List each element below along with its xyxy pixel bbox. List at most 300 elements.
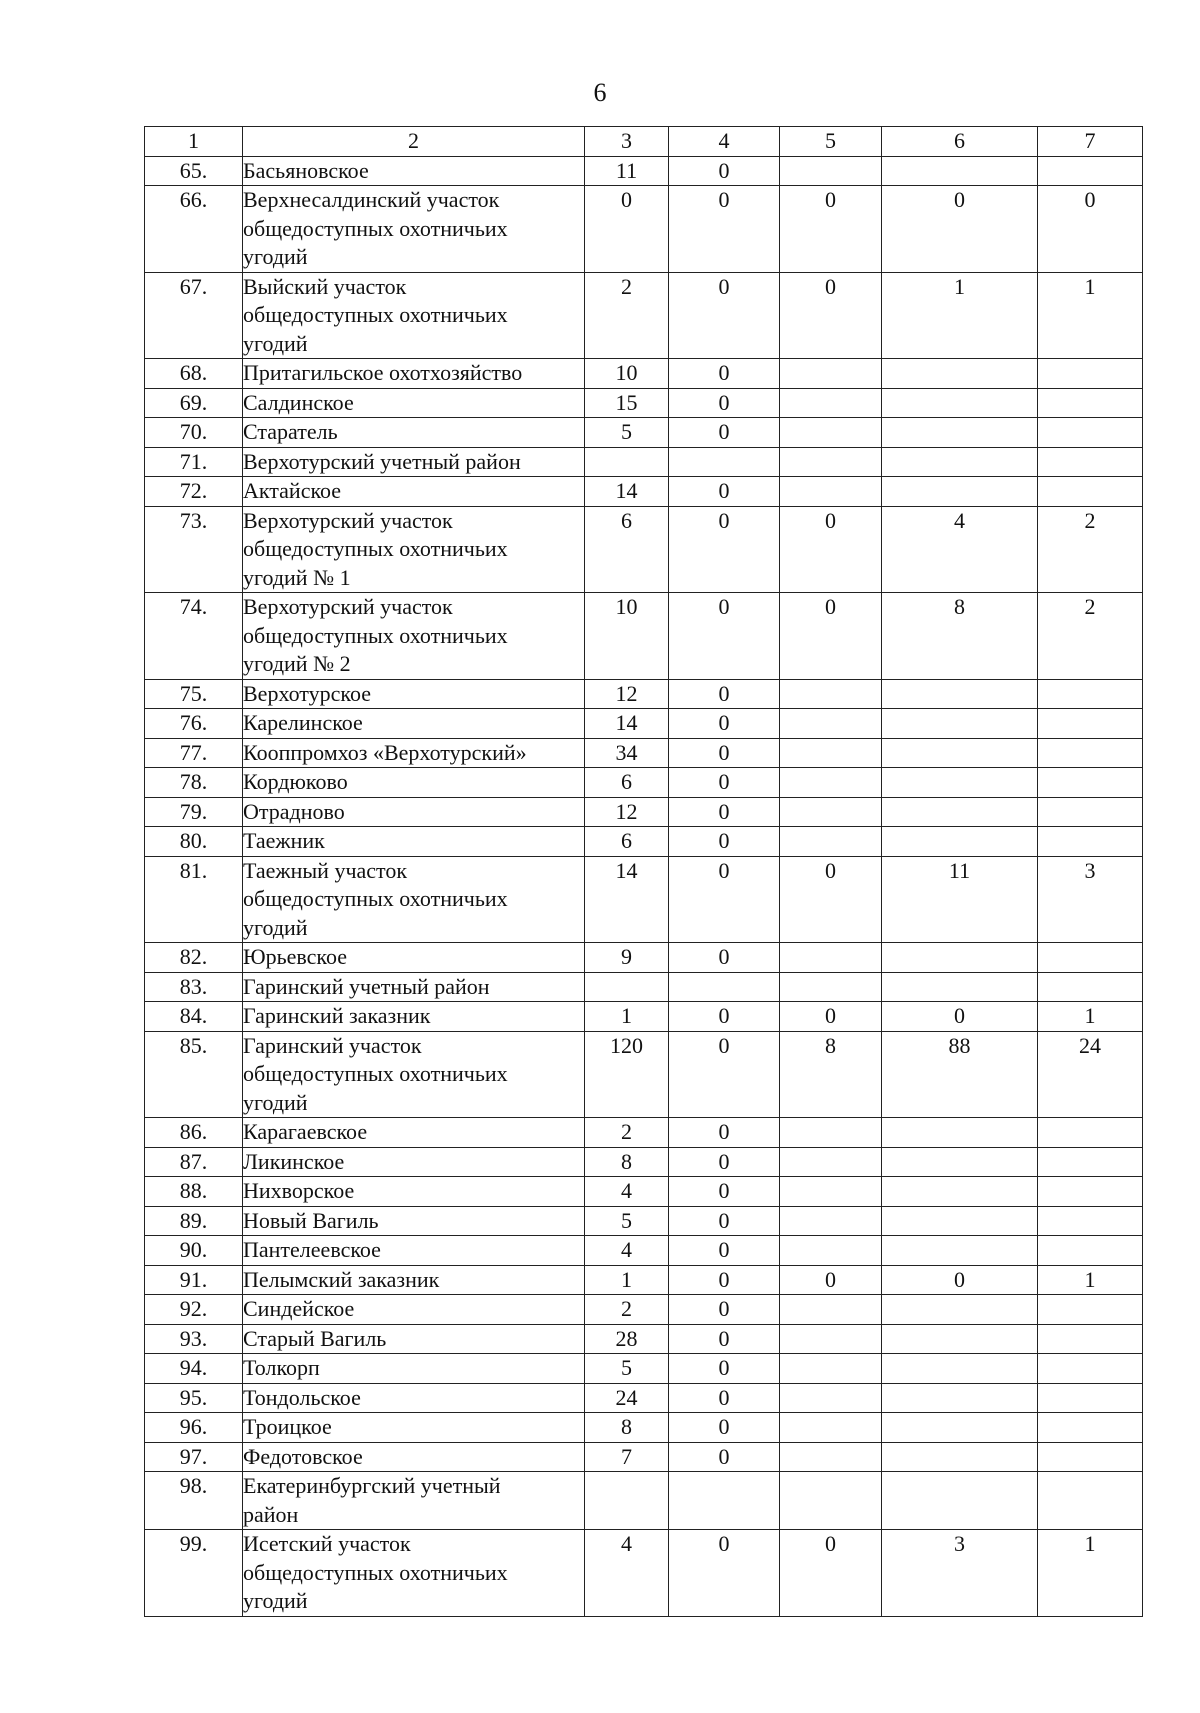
value-c6 [882,388,1038,418]
value-c3: 34 [585,738,669,768]
row-number: 97. [145,1442,243,1472]
value-c5 [780,797,882,827]
area-name-line: общедоступных охотничьих [243,536,508,561]
value-c4: 0 [669,1442,780,1472]
value-c5 [780,1206,882,1236]
area-name [243,856,585,943]
area-name-line: общедоступных охотничьих [243,886,508,911]
value-c5 [780,447,882,477]
table-row [145,447,1143,477]
row-number: 65. [145,156,243,186]
row-number: 82. [145,943,243,973]
value-c4: 0 [669,827,780,857]
value-c7 [1038,1118,1143,1148]
value-c4: 0 [669,388,780,418]
value-c4: 0 [669,1177,780,1207]
area-name-line: Толкорп [243,1355,320,1380]
area-name [243,359,585,389]
value-c7 [1038,797,1143,827]
row-number: 83. [145,972,243,1002]
value-c7 [1038,738,1143,768]
value-c4: 0 [669,593,780,680]
value-c6: 1 [882,272,1038,359]
area-name-line: Нихворское [243,1178,355,1203]
value-c7 [1038,477,1143,507]
value-c3: 28 [585,1324,669,1354]
area-name-line: Тондольское [243,1384,361,1410]
area-name [243,156,585,186]
value-c3: 5 [585,1206,669,1236]
value-c6 [882,1442,1038,1472]
row-number: 85. [145,1031,243,1118]
value-c7 [1038,1206,1143,1236]
area-name [243,186,585,273]
value-c6: 0 [882,1265,1038,1295]
value-c5 [780,1413,882,1443]
area-name [243,272,585,359]
area-name-line: угодий [243,914,308,940]
value-c5 [780,1472,882,1530]
area-name-line: угодий [243,330,308,356]
area-name [243,797,585,827]
area-name-line: район [243,1501,299,1527]
row-number: 89. [145,1206,243,1236]
value-c7: 1 [1038,1265,1143,1295]
table-row [145,418,1143,448]
value-c4: 0 [669,679,780,709]
area-name [243,943,585,973]
value-c7: 2 [1038,593,1143,680]
area-name [243,1031,585,1118]
value-c5: 0 [780,272,882,359]
value-c5 [780,1383,882,1413]
table-row [145,1265,1143,1295]
value-c7 [1038,418,1143,448]
value-c7 [1038,1383,1143,1413]
value-c4: 0 [669,477,780,507]
area-name-line: Новый Вагиль [243,1207,379,1233]
value-c4: 0 [669,1295,780,1325]
table-row [145,1442,1143,1472]
area-name-line: Старатель [243,419,338,444]
value-c7: 1 [1038,1002,1143,1032]
value-c4: 0 [669,709,780,739]
value-c4: 0 [669,1147,780,1177]
area-name-line: Выйский участок [243,273,407,299]
area-name-line: общедоступных охотничьих [243,1559,508,1585]
value-c4: 0 [669,738,780,768]
value-c4: 0 [669,1206,780,1236]
area-name-line: Синдейское [243,1296,355,1321]
area-name-line: Екатеринбургский учетный [243,1473,501,1498]
value-c5: 0 [780,593,882,680]
area-name-line: Карагаевское [243,1119,368,1144]
value-c6 [882,156,1038,186]
value-c4: 0 [669,1236,780,1266]
row-number: 80. [145,827,243,857]
value-c4: 0 [669,1413,780,1443]
value-c4: 0 [669,797,780,827]
value-c7 [1038,1236,1143,1266]
value-c7 [1038,1324,1143,1354]
table-row [145,738,1143,768]
value-c4: 0 [669,186,780,273]
area-name-line: Верхотурский участок [243,594,453,619]
table-row [145,1177,1143,1207]
value-c3: 4 [585,1236,669,1266]
row-number: 74. [145,593,243,680]
area-name-line: угодий № 2 [243,651,351,676]
area-name-line: Юрьевское [243,944,348,969]
value-c6 [882,738,1038,768]
value-c7: 2 [1038,506,1143,593]
area-name [243,1002,585,1032]
value-c3: 15 [585,388,669,418]
value-c6 [882,797,1038,827]
value-c7 [1038,156,1143,186]
value-c3: 8 [585,1413,669,1443]
area-name-line: Актайское [243,478,342,503]
value-c6 [882,1206,1038,1236]
value-c5: 0 [780,856,882,943]
value-c5 [780,1147,882,1177]
table-row [145,1206,1143,1236]
table-row [145,1118,1143,1148]
value-c6 [882,1118,1038,1148]
table-row [145,186,1143,273]
value-c5 [780,768,882,798]
value-c7 [1038,768,1143,798]
row-number: 78. [145,768,243,798]
area-name-line: общедоступных охотничьих [243,1061,508,1086]
value-c7: 1 [1038,272,1143,359]
value-c6 [882,1383,1038,1413]
row-number: 75. [145,679,243,709]
area-name-line: Таежный участок [243,857,408,883]
value-c3: 14 [585,477,669,507]
row-number: 95. [145,1383,243,1413]
value-c5 [780,1354,882,1384]
area-name [243,768,585,798]
value-c5: 0 [780,1265,882,1295]
value-c3: 0 [585,186,669,273]
value-c6 [882,827,1038,857]
row-number: 81. [145,856,243,943]
value-c3: 10 [585,593,669,680]
table-row [145,359,1143,389]
value-c3: 24 [585,1383,669,1413]
row-number: 87. [145,1147,243,1177]
value-c5: 8 [780,1031,882,1118]
value-c7 [1038,447,1143,477]
area-name-line: Гаринский участок [243,1032,422,1058]
value-c6: 8 [882,593,1038,680]
area-name-line: Кордюково [243,769,348,794]
value-c6 [882,679,1038,709]
area-name [243,1383,585,1413]
area-name-line: общедоступных охотничьих [243,622,508,648]
area-name-line: Верхотурский участок [243,507,453,533]
area-name-line: Федотовское [243,1443,363,1469]
area-name-line: общедоступных охотничьих [243,215,508,241]
value-c3: 4 [585,1530,669,1617]
value-c6 [882,1236,1038,1266]
value-c5 [780,827,882,857]
table-row [145,709,1143,739]
row-number: 68. [145,359,243,389]
value-c5 [780,1118,882,1148]
value-c7 [1038,1413,1143,1443]
value-c3: 4 [585,1177,669,1207]
table-row [145,1324,1143,1354]
area-name [243,388,585,418]
area-name-line: Салдинское [243,389,354,415]
value-c5: 0 [780,186,882,273]
table-row [145,827,1143,857]
row-number: 71. [145,447,243,477]
table-row [145,1530,1143,1617]
value-c6 [882,768,1038,798]
table-row [145,388,1143,418]
area-name-line: общедоступных охотничьих [243,302,508,327]
value-c3: 12 [585,797,669,827]
page-number: 6 [593,78,607,107]
value-c7 [1038,1442,1143,1472]
area-name-line: Гаринский учетный район [243,973,490,999]
header-col-5: 5 [780,127,882,157]
value-c3: 11 [585,156,669,186]
value-c7: 3 [1038,856,1143,943]
value-c7 [1038,1147,1143,1177]
value-c6 [882,972,1038,1002]
value-c4: 0 [669,1383,780,1413]
area-name-line: Пелымский заказник [243,1266,440,1292]
area-name-line: Басьяновское [243,157,369,183]
value-c6 [882,1472,1038,1530]
value-c3: 2 [585,1118,669,1148]
area-name-line: Ликинское [243,1148,345,1174]
row-number: 86. [145,1118,243,1148]
value-c3: 120 [585,1031,669,1118]
table-row [145,1383,1143,1413]
area-name [243,1118,585,1148]
value-c4: 0 [669,1118,780,1148]
area-name-line: Гаринский заказник [243,1003,431,1028]
value-c4: 0 [669,1324,780,1354]
row-number: 70. [145,418,243,448]
header-col-3: 3 [585,127,669,157]
value-c3: 12 [585,679,669,709]
value-c3 [585,972,669,1002]
area-name [243,1324,585,1354]
header-col-7: 7 [1038,127,1143,157]
area-name [243,447,585,477]
area-name [243,1442,585,1472]
value-c6: 11 [882,856,1038,943]
table-row [145,1031,1143,1118]
value-c5 [780,388,882,418]
value-c7 [1038,827,1143,857]
value-c3: 9 [585,943,669,973]
header-col-4: 4 [669,127,780,157]
value-c4: 0 [669,359,780,389]
value-c4: 0 [669,506,780,593]
value-c3: 7 [585,1442,669,1472]
value-c6 [882,1177,1038,1207]
row-number: 90. [145,1236,243,1266]
value-c4: 0 [669,1354,780,1384]
value-c5 [780,709,882,739]
area-name-line: Таежник [243,828,325,853]
value-c4: 0 [669,1002,780,1032]
value-c6 [882,418,1038,448]
row-number: 98. [145,1472,243,1530]
row-number: 72. [145,477,243,507]
table-row [145,797,1143,827]
value-c3: 6 [585,506,669,593]
table-row [145,593,1143,680]
value-c3: 14 [585,856,669,943]
table-row [145,1413,1143,1443]
table-row [145,1354,1143,1384]
value-c3: 2 [585,272,669,359]
area-name [243,1530,585,1617]
area-name-line: Верхнесалдинский участок [243,187,500,212]
area-name [243,679,585,709]
value-c4: 0 [669,943,780,973]
value-c5 [780,359,882,389]
area-name-line: Карелинское [243,710,363,735]
table-row [145,1002,1143,1032]
value-c3: 14 [585,709,669,739]
area-name [243,1472,585,1530]
value-c5 [780,972,882,1002]
value-c6 [882,1295,1038,1325]
value-c4: 0 [669,856,780,943]
row-number: 84. [145,1002,243,1032]
value-c4 [669,447,780,477]
value-c3: 10 [585,359,669,389]
value-c7 [1038,1472,1143,1530]
value-c6 [882,359,1038,389]
row-number: 77. [145,738,243,768]
value-c6 [882,1147,1038,1177]
area-name [243,1354,585,1384]
table-row [145,1147,1143,1177]
table-row [145,272,1143,359]
value-c5 [780,943,882,973]
row-number: 96. [145,1413,243,1443]
area-name-line: Исетский участок [243,1531,411,1556]
area-name-line: Старый Вагиль [243,1325,387,1351]
area-name-line: угодий [243,1089,308,1115]
row-number: 99. [145,1530,243,1617]
value-c3: 1 [585,1265,669,1295]
value-c5: 0 [780,1530,882,1617]
value-c3 [585,447,669,477]
header-col-2: 2 [243,127,585,157]
table-row [145,679,1143,709]
value-c5 [780,418,882,448]
value-c6 [882,943,1038,973]
value-c5: 0 [780,1002,882,1032]
area-name-line: Троицкое [243,1414,332,1439]
value-c7: 24 [1038,1031,1143,1118]
value-c7 [1038,388,1143,418]
table-header-row [145,127,1143,157]
value-c6: 3 [882,1530,1038,1617]
value-c6: 0 [882,1002,1038,1032]
table-row [145,1236,1143,1266]
value-c7 [1038,972,1143,1002]
value-c4 [669,972,780,1002]
area-name [243,1413,585,1443]
area-name [243,418,585,448]
value-c6 [882,1354,1038,1384]
area-name [243,1236,585,1266]
table-row [145,972,1143,1002]
table-row [145,506,1143,593]
value-c4 [669,1472,780,1530]
value-c6: 4 [882,506,1038,593]
value-c7 [1038,359,1143,389]
table-row [145,943,1143,973]
value-c3: 6 [585,768,669,798]
value-c7 [1038,943,1143,973]
area-name-line: Верхотурское [243,680,372,706]
value-c4: 0 [669,1265,780,1295]
value-c5 [780,1236,882,1266]
table-row [145,768,1143,798]
value-c5 [780,738,882,768]
area-name [243,1295,585,1325]
area-name [243,593,585,680]
value-c6: 0 [882,186,1038,273]
row-number: 88. [145,1177,243,1207]
header-col-1: 1 [145,127,243,157]
value-c5 [780,679,882,709]
table-row [145,1472,1143,1530]
value-c3 [585,1472,669,1530]
value-c4: 0 [669,1031,780,1118]
header-col-6: 6 [882,127,1038,157]
value-c6: 88 [882,1031,1038,1118]
table-body [145,127,1143,1617]
area-name [243,477,585,507]
value-c7 [1038,1295,1143,1325]
value-c5: 0 [780,506,882,593]
area-name [243,972,585,1002]
row-number: 76. [145,709,243,739]
table-row [145,856,1143,943]
area-name [243,709,585,739]
row-number: 94. [145,1354,243,1384]
area-name [243,827,585,857]
value-c3: 8 [585,1147,669,1177]
value-c7: 0 [1038,186,1143,273]
value-c5 [780,156,882,186]
row-number: 73. [145,506,243,593]
area-name [243,738,585,768]
area-name [243,1265,585,1295]
value-c7 [1038,1177,1143,1207]
row-number: 92. [145,1295,243,1325]
value-c4: 0 [669,1530,780,1617]
area-name [243,1206,585,1236]
value-c4: 0 [669,272,780,359]
value-c4: 0 [669,418,780,448]
value-c5 [780,1177,882,1207]
